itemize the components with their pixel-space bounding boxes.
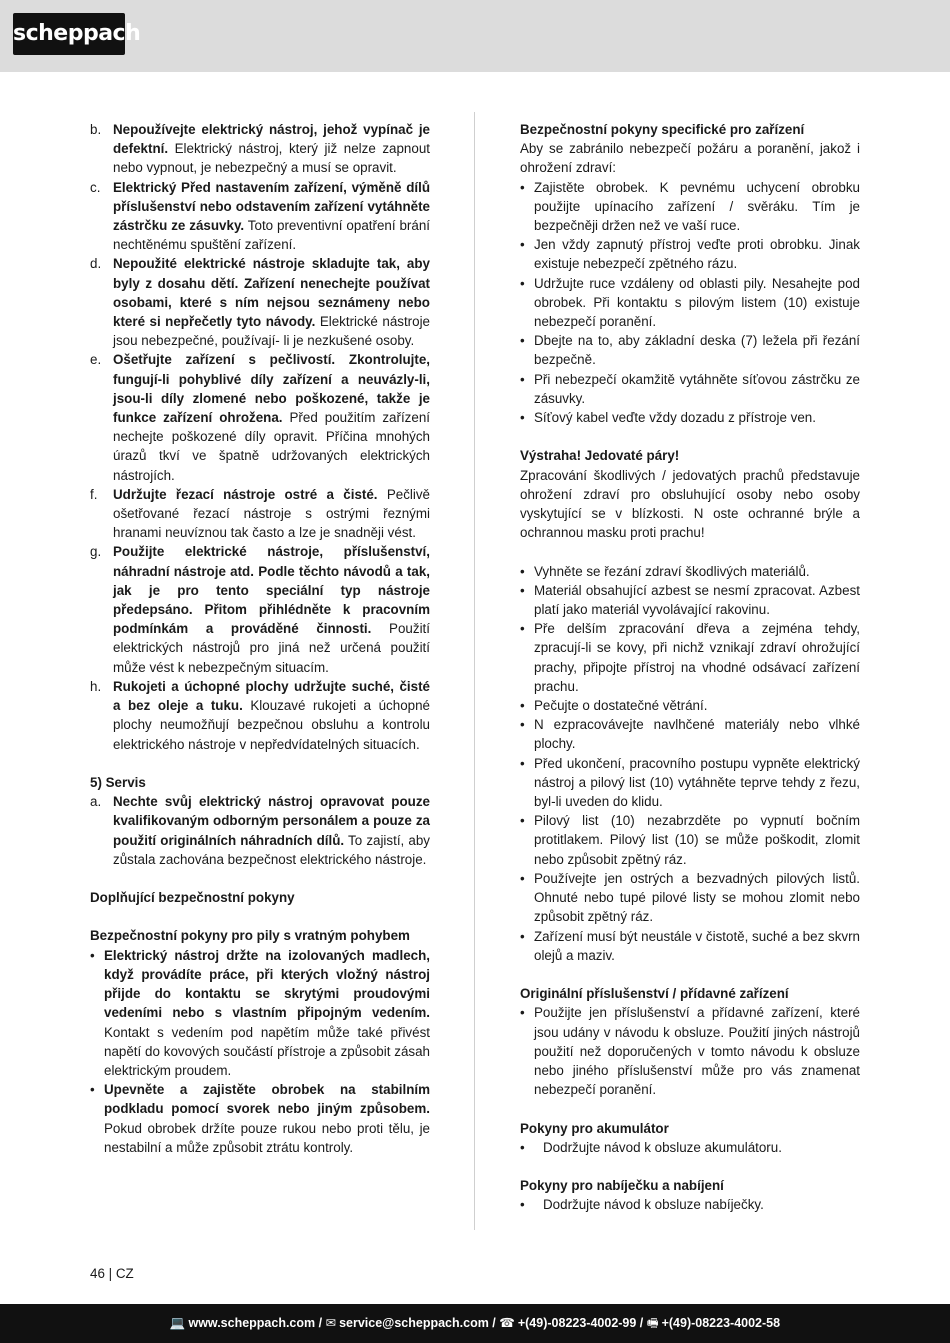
- list-marker: b.: [90, 122, 102, 137]
- phone-number: +(49)-08223-4002-99 /: [517, 1316, 644, 1330]
- list-item: g. Použijte elektrické nástroje, příslušenství, náhradní nástroje atd. Podle těchto návodů a tak, jak je pro tento speciální typ nástroje předepsáno. Přitom přihlédněte k pracovním podmínkám a prováděné činnosti. Použití elektrických nástrojů pro jiná než určená použití může vést k nebezpečným situacím.: [90, 544, 430, 675]
- list-item: d. Nepoužité elektrické nástroje skladujte tak, aby byly z dosahu dětí. Zařízení nenechejte používat osobami, které s ním nejsou seznámeny nebo které si nepřečetly tyto návody. Elektrické nástroje jsou nebezpečné, používají- li je nezkušené osoby.: [90, 256, 431, 349]
- list-item: h. Rukojeti a úchopné plochy udržujte suché, čisté a bez oleje a tuku. Klouzavé rukojeti a úchopné plochy neumožňují bezpečnou obsluhu a kontrolu elektrického nástroje v nepředvídatelných situacích.: [90, 678, 430, 752]
- list-item: • Zařízení musí být neustále v čistotě, suché a bez skvrn olejů a maziv.: [520, 928, 860, 963]
- bullet: •: [520, 371, 525, 387]
- page-number: 46 | CZ: [90, 1266, 134, 1281]
- list-item: • Síťový kabel veďte vždy dozadu z přístroje ven.: [520, 408, 860, 427]
- right-column: [520, 120, 860, 1215]
- warning-heading: Výstraha! Jedovaté páry!: [520, 448, 680, 464]
- list-item: • Pilový list (10) nezabrzděte po vypnutí bočním protitlakem. Pilový list (10) se může poškodit, zlomit nebo způsobit zpětný ráz.: [520, 813, 860, 867]
- reciprocating-saw-heading: Bezpečnostní pokyny pro pily s vratným pohybem: [90, 928, 410, 944]
- list-marker: •: [90, 947, 95, 963]
- bullet: •: [520, 179, 525, 195]
- list-item: c. Elektrický Před nastavením zařízení, výměně dílů příslušenství nebo odstavením zařízení vytáhněte zástrčku ze zásuvky. Toto preventivní opatření brání nechtěnému spuštění zařízení.: [90, 179, 430, 253]
- list-marker: h.: [90, 678, 102, 694]
- list-item: • Dodržujte návod k obsluze akumulátoru.: [520, 1138, 860, 1157]
- list-item: • N ezpracovávejte navlhčené materiály nebo vlhké plochy.: [520, 717, 860, 752]
- bullet: •: [520, 813, 525, 829]
- scheppach-logo: scheppach: [13, 13, 125, 55]
- reciprocating-saw-list: [90, 946, 430, 1157]
- supplementary-heading: Doplňující bezpečnostní pokyny: [90, 890, 295, 906]
- warning-text: Zpracování škodlivých / jedovatých prachů představuje ohrožení zdraví pro obsluhující osoby nebo osoby vyskytující se v blízkosti. N oste ochranné brýle a ochrannou masku proti prachu!: [520, 467, 860, 541]
- battery-heading: Pokyny pro akumulátor: [520, 1120, 669, 1136]
- list-item: • Vyhněte se řezání zdraví škodlivých materiálů.: [520, 562, 860, 581]
- specific-list: [520, 178, 860, 428]
- list-item: • Pře delším zpracování dřeva a zejména tehdy, zpracují-li se kovy, při nichž vznikají zdraví ohrožující prachy, připojte přístroj na vhodné odsávací zařízení prachu.: [520, 621, 860, 694]
- bullet: •: [520, 275, 525, 291]
- bullet: •: [520, 563, 525, 579]
- list-item: • Upevněte a zajistěte obrobek na stabilním podkladu pomocí svorek nebo jiným způsobem. Pokud obrobek držíte pouze rukou nebo proti tělu, je nestabilní a může způsobit ztrátu kontroly.: [90, 1082, 430, 1155]
- list-marker: f.: [90, 486, 98, 502]
- list-item: • Dbejte na to, aby základní deska (7) ležela při řezání bezpečně.: [520, 333, 860, 368]
- list-item: • Používejte jen ostrých a bezvadných pilových listů. Ohnuté nebo tupé pilové listy se mohou zlomit nebo způsobit zpětný ráz.: [520, 870, 860, 925]
- phone-icon: ☎: [499, 1316, 515, 1330]
- safety-list-general: [90, 120, 430, 754]
- list-marker: •: [90, 1082, 95, 1098]
- footer-bar: [0, 1304, 950, 1343]
- servis-heading: 5) Servis: [90, 774, 146, 790]
- bullet: •: [520, 333, 525, 349]
- list-item: • Při nebezpečí okamžitě vytáhněte síťovou zástrčku ze zásuvky.: [520, 371, 860, 406]
- list-item: • Materiál obsahující azbest se nesmí zpracovat. Azbest platí jako materiál vyvolávající rakovinu.: [520, 582, 860, 618]
- header-bar: [0, 0, 950, 72]
- bullet: •: [520, 1197, 525, 1213]
- fax-number: +(49)-08223-4002-58: [661, 1316, 781, 1330]
- list-item: • Elektrický nástroj držte na izolovaných madlech, když provádíte práce, při kterých vložný nástroj přijde do kontaktu se skrytými proudovými vedeními nebo s vlastním připojným vedením. Kontakt s vedením pod napětím může také přivést napětí do kovových součástí přístroje a způsobit zásah elektrickým proudem.: [90, 947, 430, 1078]
- list-item: • Zajistěte obrobek. K pevnému uchycení obrobku použijte upínacího zařízení / svěráku. Tím je bezpečněji držen než ve vaší ruce.: [520, 179, 860, 234]
- computer-icon: 💻: [169, 1316, 186, 1330]
- bullet: •: [520, 582, 525, 598]
- fax-icon: 🖷: [646, 1316, 659, 1330]
- specific-intro: Aby se zabránilo nebezpečí požáru a poranění, jakož i ohrožení zdraví:: [520, 141, 860, 176]
- list-item: • Před ukončení, pracovního postupu vypněte elektrický nástroj a pilový list (10) vytáhněte teprve tehdy z řezu, byl-li uveden do klidu.: [520, 755, 860, 810]
- list-item: f. Udržujte řezací nástroje ostré a čisté. Pečlivě ošetřované řezací nástroje s ostrými řeznými hranami neuvíznou tak často a lze je snadněji vést.: [90, 486, 430, 541]
- list-item: • Dodržujte návod k obsluze nabíječky.: [520, 1195, 860, 1214]
- bullet: •: [520, 698, 525, 714]
- warning-list: [520, 562, 860, 965]
- list-item: • Jen vždy zapnutý přístroj veďte proti obrobku. Jinak existuje nebezpečí zpětného rázu.: [520, 237, 860, 272]
- list-item: a. Nechte svůj elektrický nástroj opravovat pouze kvalifikovaným odborným personálem a pouze za použití originálních náhradních dílů. To zajistí, aby zůstala zachována bezpečnost elektrického nástroje.: [90, 794, 430, 867]
- bullet: •: [520, 237, 525, 253]
- bullet: •: [520, 621, 525, 637]
- accessories-heading: Originální příslušenství / přídavné zařízení: [520, 986, 789, 1002]
- list-item: b. Nepoužívejte elektrický nástroj, jehož vypínač je defektní. Elektrický nástroj, který již nelze zapnout nebo vypnout, je nebezpečný a musí se opravit.: [90, 122, 430, 176]
- list-marker: g.: [90, 544, 102, 560]
- bullet: •: [520, 1139, 525, 1155]
- list-marker: c.: [90, 179, 101, 195]
- list-marker: d.: [90, 256, 102, 272]
- list-marker: e.: [90, 352, 102, 368]
- bullet: •: [520, 755, 525, 771]
- accessories-list: [520, 1003, 860, 1099]
- bullet: •: [520, 1005, 525, 1021]
- list-item: • Použijte jen příslušenství a přídavné zařízení, které jsou udány v návodu k obsluze. Použití jiných nástrojů použití než doporučených v tomto návodu k obsluze nebo jiného příslušenství může pro vás znamenat nebezpečí poranění.: [520, 1005, 860, 1098]
- list-item: • Udržujte ruce vzdáleny od oblasti pily. Nesahejte pod obrobek. Při kontaktu s pilovým listem (10) existuje nebezpečí poranění.: [520, 275, 860, 330]
- specific-heading: Bezpečnostní pokyny specifické pro zařízení: [520, 122, 805, 137]
- bullet: •: [520, 717, 525, 733]
- bullet: •: [520, 928, 525, 944]
- charger-heading: Pokyny pro nabíječku a nabíjení: [520, 1178, 724, 1194]
- bullet: •: [520, 410, 525, 426]
- list-item: e. Ošetřujte zařízení s pečlivostí. Zkontrolujte, fungují-li pohyblivé díly zařízení a neuvázly-li, jsou-li díly zlomené nebo poškozené, takže je funkce zařízení ohrožena. Před použitím zařízení nechejte poškozené díly opravit. Příčina mnohých úrazů tkví ve špatně udržovaných elektrických nástrojích.: [90, 352, 430, 483]
- left-column: [90, 120, 430, 1157]
- bullet: •: [520, 870, 525, 886]
- email-link[interactable]: service@scheppach.com /: [339, 1316, 496, 1330]
- mail-icon: ✉: [325, 1316, 337, 1330]
- column-divider: [474, 112, 475, 1230]
- website-link[interactable]: www.scheppach.com /: [188, 1316, 323, 1330]
- list-item: • Pečujte o dostatečné větrání.: [520, 696, 860, 715]
- list-marker: a.: [90, 794, 102, 810]
